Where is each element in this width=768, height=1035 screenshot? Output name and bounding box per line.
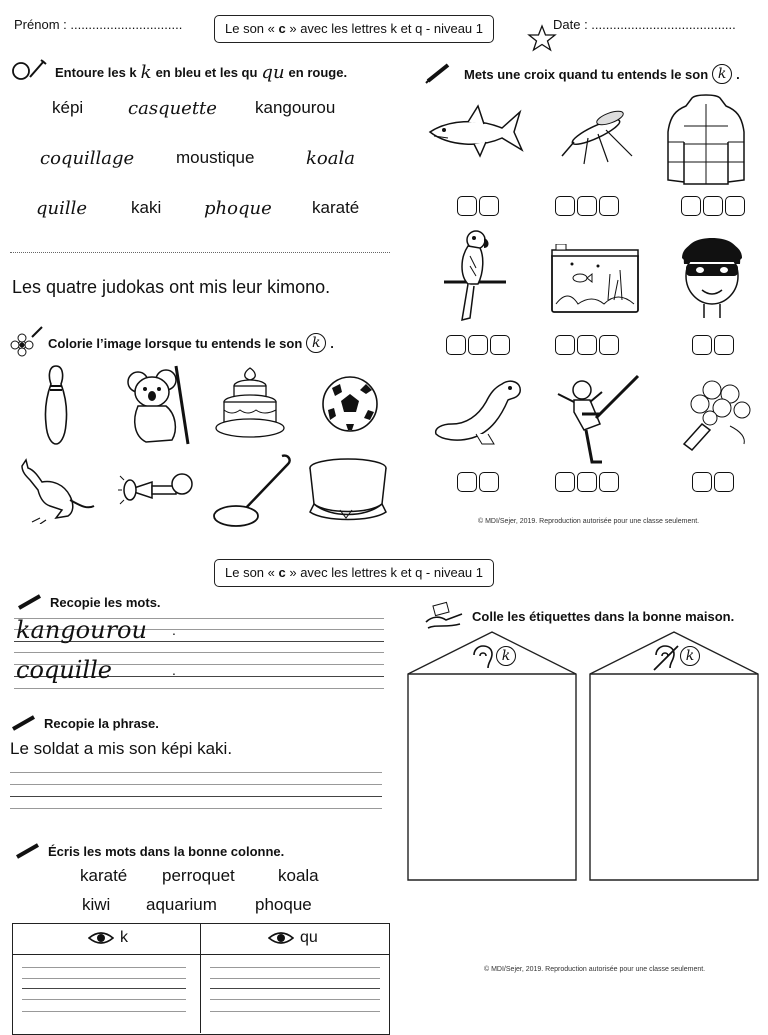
- writing-line: [22, 978, 186, 979]
- ex1-word: phoque: [204, 198, 272, 219]
- syllable-box-group: [446, 335, 510, 355]
- syllable-checkbox[interactable]: [599, 472, 619, 492]
- title-letter: c: [278, 21, 286, 36]
- horn-icon: [118, 468, 196, 512]
- syllable-box-group: [692, 335, 734, 355]
- kangaroo-icon: [12, 458, 96, 524]
- masked-boy-icon: [676, 236, 748, 320]
- ex1-word: quille: [36, 198, 88, 219]
- ex1-word: karaté: [312, 198, 360, 217]
- syllable-checkbox[interactable]: [555, 472, 575, 492]
- pencil-icon: [16, 593, 44, 611]
- ladle-icon: [208, 452, 294, 532]
- copy-word-kangourou: kangourou: [16, 616, 147, 644]
- syllable-checkbox[interactable]: [577, 472, 597, 492]
- column-word: karaté: [80, 866, 128, 885]
- writing-line: [210, 1011, 380, 1012]
- table-header-line: [12, 954, 389, 955]
- ear-icon: [470, 644, 496, 672]
- pencil-icon: [10, 714, 38, 732]
- syllable-checkbox[interactable]: [725, 196, 745, 216]
- title-pre: Le son «: [225, 21, 279, 36]
- ex3-instruction: [464, 64, 740, 84]
- ex1-word: képi: [52, 98, 84, 117]
- syllable-checkbox[interactable]: [703, 196, 723, 216]
- cake-icon: [214, 366, 286, 442]
- syllable-checkbox[interactable]: [446, 335, 466, 355]
- syllable-checkbox[interactable]: [577, 335, 597, 355]
- writing-line: [10, 784, 382, 785]
- column-word: kiwi: [82, 895, 111, 914]
- syllable-checkbox[interactable]: [692, 472, 712, 492]
- column-word: phoque: [255, 895, 312, 914]
- syllable-box-group: [681, 196, 745, 216]
- ex1-sentence: Les quatre judokas ont mis leur kimono.: [12, 277, 331, 297]
- table-divider: [200, 923, 201, 1033]
- ex1-word: koala: [306, 148, 355, 169]
- prenom-label: Prénom : ...............................: [14, 17, 183, 32]
- columns-table: [12, 923, 390, 1035]
- page-title: [214, 15, 494, 43]
- ex1-instr-qu: qu: [261, 62, 285, 83]
- syllable-box-group: [555, 196, 619, 216]
- page2-title-letter: c: [278, 565, 286, 580]
- ex1-word: coquillage: [40, 148, 135, 169]
- writing-line: [14, 688, 384, 689]
- column-header-k: [88, 929, 128, 947]
- column-word: perroquet: [162, 866, 235, 885]
- seal-icon: [432, 374, 524, 448]
- bowling-pin-icon: [38, 362, 74, 446]
- shark-icon: [428, 102, 526, 158]
- parrot-icon: [440, 228, 510, 322]
- syllable-checkbox[interactable]: [490, 335, 510, 355]
- syllable-box-group: [692, 472, 734, 492]
- jacket-icon: [666, 92, 746, 188]
- page2-title: [214, 559, 494, 587]
- date-label: Date : ........................................: [553, 17, 736, 32]
- writing-line: [10, 808, 382, 809]
- writing-line: [22, 999, 186, 1000]
- column-word: aquarium: [146, 895, 217, 914]
- houses-instruction: Colle les étiquettes dans la bonne maison.: [472, 609, 735, 624]
- sound-k-bubble: k: [712, 64, 732, 84]
- ex2-dot: .: [330, 335, 334, 351]
- syllable-box-group: [457, 472, 499, 492]
- separator: [10, 252, 390, 253]
- ex1-instr-mid: en bleu et les qu: [155, 65, 258, 80]
- syllable-checkbox[interactable]: [555, 335, 575, 355]
- syllable-checkbox[interactable]: [479, 472, 499, 492]
- flower-brush-icon: [10, 325, 44, 359]
- ex1-instr-k: k: [140, 62, 152, 83]
- soccer-ball-icon: [320, 374, 380, 434]
- word-end-dot: .: [172, 622, 176, 638]
- syllable-checkbox[interactable]: [599, 335, 619, 355]
- column-header-qu: [268, 929, 318, 947]
- pencil-icon: [424, 61, 454, 85]
- syllable-checkbox[interactable]: [457, 472, 477, 492]
- col-k-label: k: [120, 929, 128, 946]
- bouquet-icon: [672, 374, 758, 458]
- writing-line: [14, 652, 384, 653]
- page2-copyright-text: © MDI/Sejer, 2019. Reproduction autorisée pour une classe seulement.: [484, 966, 706, 973]
- ex1-word: kangourou: [255, 98, 336, 117]
- kepi-icon: [306, 456, 390, 522]
- syllable-box-group: [555, 472, 619, 492]
- syllable-checkbox[interactable]: [599, 196, 619, 216]
- sound-k-bubble: k: [680, 646, 700, 666]
- aquarium-icon: [548, 244, 642, 316]
- syllable-checkbox[interactable]: [681, 196, 701, 216]
- pencil-icon: [14, 842, 42, 860]
- writing-line: [210, 999, 380, 1000]
- koala-icon: [116, 364, 196, 446]
- columns-instruction: Écris les mots dans la bonne colonne.: [48, 844, 285, 859]
- syllable-box-group: [457, 196, 499, 216]
- writing-line: [10, 772, 382, 773]
- copy-sentence-instruction: Recopie la phrase.: [44, 716, 159, 731]
- sound-k-bubble: k: [496, 646, 516, 666]
- copyright-text: © MDI/Sejer, 2019. Reproduction autorisée pour une classe seulement.: [478, 518, 700, 525]
- writing-line: [22, 1011, 186, 1012]
- writing-line: [210, 988, 380, 989]
- syllable-checkbox[interactable]: [555, 196, 575, 216]
- col-qu-label: qu: [300, 929, 318, 946]
- syllable-checkbox[interactable]: [714, 472, 734, 492]
- syllable-checkbox[interactable]: [457, 196, 477, 216]
- syllable-checkbox[interactable]: [468, 335, 488, 355]
- ex3-instr-text: Mets une croix quand tu entends le son: [464, 66, 709, 82]
- ex1-instr-post: en rouge.: [288, 65, 348, 80]
- writing-line: [210, 967, 380, 968]
- syllable-checkbox[interactable]: [479, 196, 499, 216]
- page2-title-pre: Le son «: [225, 565, 279, 580]
- syllable-checkbox[interactable]: [692, 335, 712, 355]
- eye-icon: [88, 930, 114, 946]
- syllable-box-group: [555, 335, 619, 355]
- eye-icon: [268, 930, 294, 946]
- copy-words-instruction: Recopie les mots.: [50, 595, 161, 610]
- copy-sentence: Le soldat a mis son képi kaki.: [10, 739, 233, 758]
- crossed-ear-icon: [652, 644, 680, 672]
- word-end-dot: .: [172, 662, 176, 678]
- column-word: koala: [278, 866, 319, 885]
- writing-line: [210, 978, 380, 979]
- ex1-instr-pre: Entoure les k: [55, 65, 137, 80]
- ex1-instruction: [55, 62, 347, 83]
- copy-word-coquille: coquille: [16, 656, 112, 684]
- karate-kid-icon: [552, 368, 644, 468]
- writing-line: [10, 796, 382, 797]
- page2-title-post: » avec les lettres k et q - niveau 1: [285, 565, 484, 580]
- syllable-checkbox[interactable]: [714, 335, 734, 355]
- pencil-eye-icon: [10, 57, 48, 83]
- writing-line: [22, 967, 186, 968]
- mosquito-icon: [558, 104, 638, 166]
- ex1-word: moustique: [176, 148, 255, 167]
- ex2-instr-text: Colorie l’image lorsque tu entends le son: [48, 335, 303, 351]
- writing-line: [22, 988, 186, 989]
- syllable-checkbox[interactable]: [577, 196, 597, 216]
- ex1-word: kaki: [131, 198, 162, 217]
- ex3-dot: .: [736, 66, 740, 82]
- sound-k-bubble: k: [306, 333, 326, 353]
- ex2-instruction: [48, 333, 334, 353]
- title-post: » avec les lettres k et q - niveau 1: [285, 21, 484, 36]
- ex1-word: casquette: [128, 98, 217, 119]
